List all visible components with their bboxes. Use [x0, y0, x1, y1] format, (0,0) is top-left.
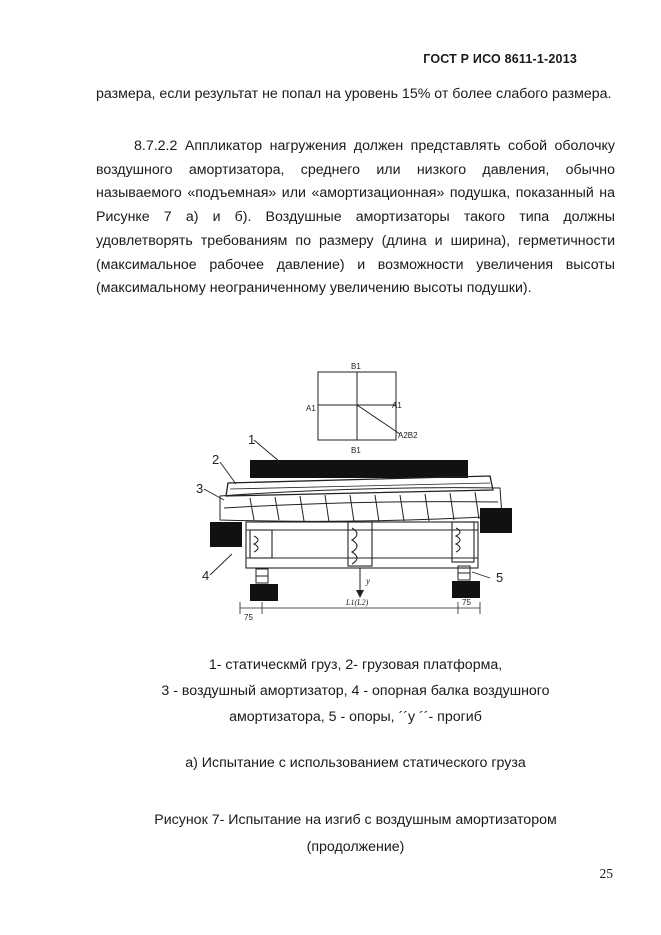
- callout-3: 3: [196, 481, 204, 496]
- standard-header: ГОСТ Р ИСО 8611-1-2013: [423, 52, 577, 66]
- legend-line-1: 1- статическмй груз, 2- грузовая платформа,: [208, 657, 503, 673]
- label-a1-left: A1: [306, 404, 316, 413]
- callout-1: 1: [248, 432, 256, 447]
- dim-left: 75: [244, 613, 253, 622]
- figure-legend: [96, 652, 615, 730]
- paragraph-continuation: размера, если результат не попал на уровень 15% от более слабого размера.: [96, 86, 612, 102]
- label-b1-bottom: B1: [351, 446, 361, 455]
- callout-5: 5: [496, 570, 504, 585]
- page-number: 25: [599, 866, 613, 881]
- figure-title: [96, 807, 615, 861]
- paragraph-8-7-2-2: 8.7.2.2 Аппликатор нагружения должен представлять собой оболочку воздушного амортизатора, среднего или низкого давления, обычно называемого «подъемная» или «амортизационная» подушка, показанный на Рисунке 7 а) и б). Воздушные амортизаторы такого типа должны удовлетворять требованиям по размеру (длина и ширина), герметичности (максимальное рабочее давление) и возможности увеличения высоты (максимальному неограниченному увеличению высоты подушки).: [96, 138, 615, 297]
- dim-right: 75: [462, 598, 471, 607]
- label-a2b2: A2B2: [398, 431, 418, 440]
- support-left: [256, 569, 268, 583]
- subfigure-caption: а) Испытание с использованием статического груза: [185, 755, 526, 771]
- callout-4: 4: [202, 568, 210, 583]
- dim-span: L1(L2): [346, 598, 369, 607]
- figure-title-text: Рисунок 7- Испытание на изгиб с воздушным амортизатором: [154, 812, 557, 828]
- plan-view: [318, 372, 400, 440]
- side-block-right: [480, 508, 512, 533]
- legend-line-2: 3 - воздушный амортизатор, 4 - опорная балка воздушного: [161, 683, 550, 699]
- figure-continuation: (продолжение): [306, 839, 405, 855]
- label-b1-top: B1: [351, 362, 361, 371]
- static-load: [250, 460, 468, 478]
- support-beam: [246, 522, 478, 568]
- legend-line-3: амортизатора, 5 - опоры, ´´у ´´- прогиб: [229, 709, 482, 725]
- figure-7a-diagram: [190, 358, 530, 628]
- label-a1-right: A1: [392, 401, 402, 410]
- callout-2: 2: [212, 452, 220, 467]
- label-y: y: [366, 576, 370, 586]
- side-block-left: [210, 522, 242, 547]
